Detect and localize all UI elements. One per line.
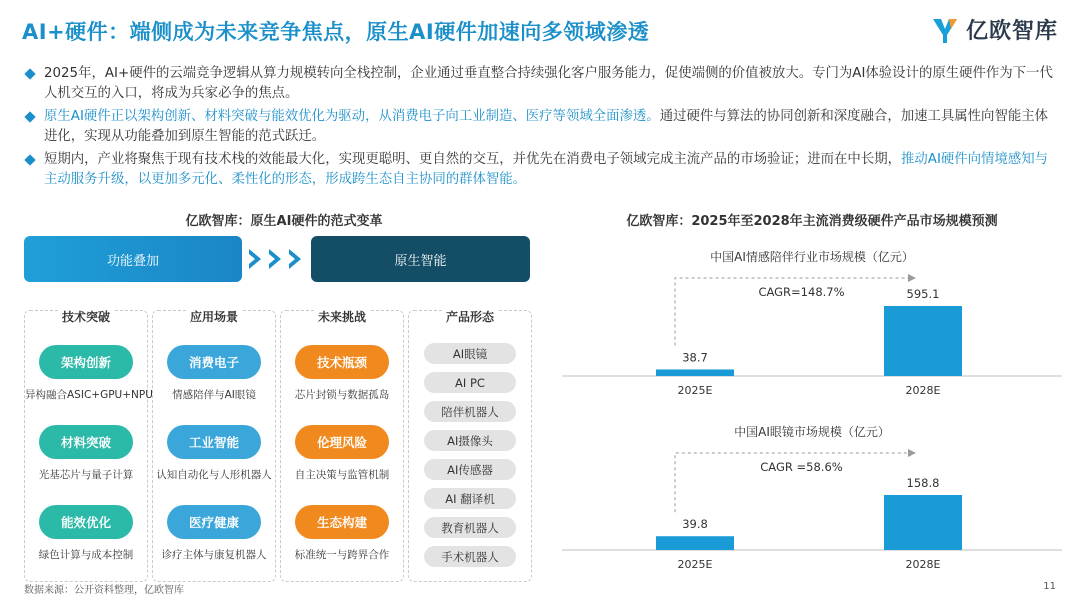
product-tag: AI PC: [424, 372, 516, 393]
bullet-text: 2025年，AI+硬件的云端竞争逻辑从算力规模转向全栈控制，企业通过垂直整合持续强化客户服务能力，促使端侧的价值被放大。专门为AI体验设计的原生硬件作为下一代人机交互的入口，将成为兵家必争的焦点。: [44, 66, 1053, 101]
diamond-bullet-icon: [24, 111, 35, 122]
pill-caption: 绿色计算与成本控制: [38, 549, 134, 561]
column-header: 技术突破: [25, 309, 147, 325]
diamond-bullet-icon: [24, 154, 35, 165]
category-label: 2028E: [905, 384, 941, 397]
cagr-annotation: CAGR =58.6%: [760, 460, 843, 474]
pill-caption: 认知自动化与人形机器人: [156, 469, 272, 481]
column-products: [408, 310, 532, 582]
source-note: 数据来源：公开资料整理，亿欧智库: [24, 585, 184, 596]
product-tag: 教育机器人: [424, 517, 516, 538]
product-tag: AI传感器: [424, 459, 516, 480]
category-label: 2028E: [905, 558, 941, 571]
from-band: [24, 236, 242, 282]
arrow-head-icon: [908, 274, 916, 282]
bar: [656, 369, 734, 376]
pill-tag: 架构创新: [39, 345, 133, 379]
column-header: 应用场景: [153, 309, 275, 325]
pill-caption: 芯片封锁与数据孤岛: [294, 389, 390, 401]
column-challenges: [280, 310, 404, 582]
right-panel-title: 亿欧智库：2025年至2028年主流消费级硬件产品市场规模预测: [626, 214, 998, 229]
bullet-item: [26, 150, 1056, 190]
pill-tag: 生态构建: [295, 505, 389, 539]
bar: [656, 536, 734, 550]
bullet-text: 短期内，产业将聚焦于现有技术栈的效能最大化，实现更聪明、更自然的交互，并优先在消费电子领域完成主流产品的市场验证；进而在中长期，: [44, 152, 901, 167]
bullet-item: [26, 64, 1056, 104]
category-label: 2025E: [677, 558, 713, 571]
yiou-logo-icon: [930, 15, 960, 45]
column-scenarios: [152, 310, 276, 582]
page-number: 11: [1043, 581, 1056, 592]
pill-tag: 伦理风险: [295, 425, 389, 459]
data-label: 39.8: [682, 517, 708, 532]
product-tag: AI 翻译机: [424, 488, 516, 509]
product-tag: AI眼镜: [424, 343, 516, 364]
pill-caption: 光基芯片与量子计算: [38, 469, 134, 481]
bullet-text: 通过硬件与算法的协同创新和深度融合，加速工具属性向智能主体进化，实现从功能叠加到原生智能的范式跃迁。: [44, 109, 1049, 144]
pill-tag: 能效优化: [39, 505, 133, 539]
data-label: 158.8: [906, 476, 940, 490]
bullet-highlight: 原生AI硬件正以架构创新、材料突破与能效优化为驱动，从消费电子向工业制造、医疗等领域全面渗透。: [44, 109, 660, 124]
pill-tag: 工业智能: [167, 425, 261, 459]
page-title: AI+硬件：端侧成为未来竞争焦点，原生AI硬件加速向多领域渗透: [22, 20, 650, 44]
bullet-list: [26, 64, 1056, 193]
chart-title: 中国AI情感陪伴行业市场规模（亿元）: [710, 250, 914, 264]
bar: [884, 306, 962, 376]
pill-caption: 自主决策与监管机制: [294, 469, 390, 481]
pill-caption: 诊疗主体与康复机器人: [161, 549, 267, 561]
diamond-bullet-icon: [24, 68, 35, 79]
chevron-right-icon: [287, 246, 305, 272]
bullet-highlight: 推动AI硬件向情境感知与主动服务升级，以更加多元化、柔性化的形态，形成跨生态自主协同的群体智能。: [44, 152, 1049, 187]
bar-charts: [562, 230, 1062, 580]
pill-caption: 标准统一与跨界合作: [294, 549, 390, 561]
pill-caption: 情感陪伴与AI眼镜: [172, 389, 256, 401]
to-label: 原生智能: [394, 253, 447, 269]
cagr-annotation: CAGR=148.7%: [758, 285, 845, 299]
chart-title: 中国AI眼镜市场规模（亿元）: [734, 425, 890, 439]
logo-text: 亿欧智库: [965, 19, 1058, 44]
pill-tag: 技术瓶颈: [295, 345, 389, 379]
data-label: 38.7: [682, 350, 708, 365]
product-tag: 手术机器人: [424, 546, 516, 567]
pill-tag: 医疗健康: [167, 505, 261, 539]
left-panel-title: 亿欧智库：原生AI硬件的范式变革: [185, 214, 383, 229]
column-tech: [24, 310, 153, 582]
bullet-item: [26, 107, 1056, 147]
category-label: 2025E: [677, 384, 713, 397]
chevron-right-icon: [267, 246, 285, 272]
product-tag: 陪伴机器人: [424, 401, 516, 422]
bar: [884, 495, 962, 550]
product-tag: AI摄像头: [424, 430, 516, 451]
pill-tag: 材料突破: [39, 425, 133, 459]
logo: [930, 14, 1058, 45]
arrow-head-icon: [908, 449, 916, 457]
chevron-right-icon: [247, 246, 265, 272]
to-band: [311, 236, 530, 282]
transition-arrows: [247, 246, 305, 272]
from-label: 功能叠加: [106, 253, 159, 269]
pill-caption: 异构融合ASIC+GPU+NPU: [25, 389, 153, 401]
data-label: 595.1: [906, 287, 940, 301]
pill-tag: 消费电子: [167, 345, 261, 379]
column-header: 未来挑战: [281, 309, 403, 325]
column-header: 产品形态: [409, 309, 531, 325]
